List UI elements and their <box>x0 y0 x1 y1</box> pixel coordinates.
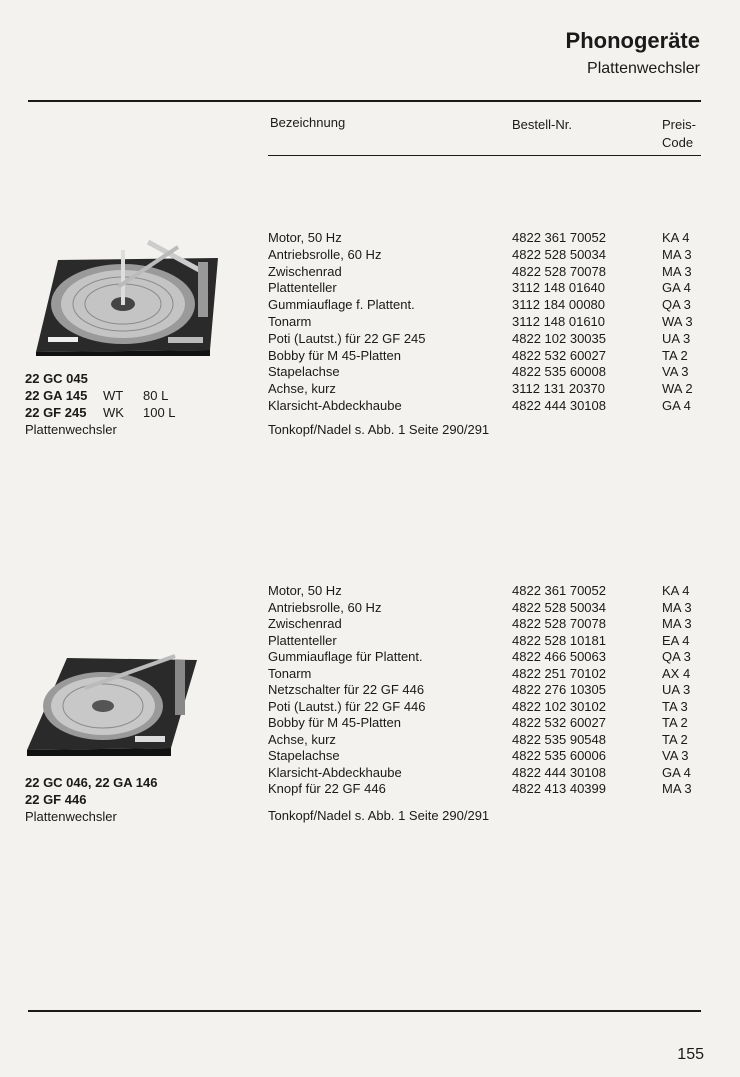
col-header-code: Code <box>662 135 694 150</box>
part-description: Stapelachse <box>268 748 340 763</box>
price-code: MA 3 <box>662 263 692 279</box>
model-row <box>25 370 176 387</box>
model-number: 22 GA 145 <box>25 388 88 403</box>
price-code: VA 3 <box>662 364 689 380</box>
price-code: QA 3 <box>662 649 691 664</box>
order-number: 4822 528 70078 <box>512 263 606 279</box>
order-number: 4822 102 30102 <box>512 698 606 714</box>
price-code: GA 4 <box>662 398 691 413</box>
order-number: 4822 444 30108 <box>512 398 606 413</box>
price-code: TA 3 <box>662 698 688 714</box>
price-code: MA 3 <box>662 246 692 262</box>
price-code: QA 3 <box>662 297 691 313</box>
order-number: 4822 528 10181 <box>512 632 606 648</box>
order-number: 4822 466 50063 <box>512 649 606 664</box>
top-rule <box>28 100 701 102</box>
part-description: Bobby für M 45-Platten <box>268 715 401 730</box>
order-number: 3112 184 00080 <box>512 297 606 313</box>
model-list-1 <box>25 370 176 438</box>
order-number: 4822 361 70052 <box>512 230 606 245</box>
part-description: Antriebsrolle, 60 Hz <box>268 599 382 615</box>
col-header-preis: Preis- <box>662 117 696 132</box>
price-code: WA 2 <box>662 381 693 397</box>
model-row: 22 GA 145 WT 80 L <box>25 388 169 403</box>
part-description: Zwischenrad <box>268 616 342 631</box>
model-caption: Plattenwechsler <box>25 422 117 437</box>
order-number: 4822 444 30108 <box>512 764 606 780</box>
order-number: 4822 413 40399 <box>512 781 606 796</box>
part-description: Knopf für 22 GF 446 <box>268 781 386 796</box>
price-code: GA 4 <box>662 764 691 780</box>
part-description: Antriebsrolle, 60 Hz <box>268 246 382 262</box>
model-list-2 <box>25 774 158 825</box>
note-1: Tonkopf/Nadel s. Abb. 1 Seite 290/291 <box>268 422 490 437</box>
order-number: 4822 102 30035 <box>512 330 606 346</box>
price-code: TA 2 <box>662 715 688 730</box>
price-code: VA 3 <box>662 748 689 763</box>
model-number: 22 GC 045 <box>25 371 88 386</box>
price-code: WA 3 <box>662 314 693 329</box>
col-header-bestell-nr: Bestell-Nr. <box>512 117 572 132</box>
price-code: TA 2 <box>662 731 688 747</box>
part-description: Tonarm <box>268 314 312 329</box>
part-description: Bobby für M 45-Platten <box>268 347 401 363</box>
price-code: MA 3 <box>662 616 692 631</box>
order-number: 4822 251 70102 <box>512 665 606 681</box>
order-number: 4822 528 70078 <box>512 616 606 631</box>
order-number: 3112 148 01610 <box>512 314 606 329</box>
price-code: KA 4 <box>662 583 690 598</box>
note-2: Tonkopf/Nadel s. Abb. 1 Seite 290/291 <box>268 808 490 823</box>
price-code: UA 3 <box>662 682 691 697</box>
header-rule <box>268 155 701 156</box>
price-code: MA 3 <box>662 599 692 615</box>
part-description: Achse, kurz <box>268 731 336 747</box>
part-description: Motor, 50 Hz <box>268 583 342 598</box>
order-number: 4822 276 10305 <box>512 682 606 697</box>
model-caption: Plattenwechsler <box>25 809 117 824</box>
model-row: 22 GF 245 WK 100 L <box>25 405 176 420</box>
bottom-rule <box>28 1010 701 1012</box>
model-number: 22 GC 046, 22 GA 146 <box>25 775 158 790</box>
part-description: Klarsicht-Abdeckhaube <box>268 764 402 780</box>
part-description: Stapelachse <box>268 364 340 380</box>
order-number: 4822 361 70052 <box>512 583 606 598</box>
record-changer-image-2 <box>25 648 200 758</box>
part-description: Poti (Lautst.) für 22 GF 245 <box>268 330 426 346</box>
col-header-bezeichnung: Bezeichnung <box>270 115 346 130</box>
order-number: 3112 131 20370 <box>512 381 606 397</box>
order-number: 3112 148 01640 <box>512 280 606 296</box>
price-code: MA 3 <box>662 781 692 796</box>
part-description: Tonarm <box>268 665 312 681</box>
price-code: KA 4 <box>662 230 690 245</box>
order-number: 4822 528 50034 <box>512 599 606 615</box>
price-code: EA 4 <box>662 632 690 648</box>
part-description: Gummiauflage f. Plattent. <box>268 297 415 313</box>
part-description: Plattenteller <box>268 632 337 648</box>
page-number: 155 <box>677 1046 704 1063</box>
price-code: TA 2 <box>662 347 688 363</box>
price-code: AX 4 <box>662 665 691 681</box>
page-subtitle: Plattenwechsler <box>587 60 700 77</box>
price-code: UA 3 <box>662 330 691 346</box>
record-changer-image-1 <box>28 232 228 357</box>
order-number: 4822 528 50034 <box>512 246 606 262</box>
part-description: Gummiauflage für Plattent. <box>268 649 423 664</box>
order-number: 4822 532 60027 <box>512 715 606 730</box>
model-number: 22 GF 446 <box>25 792 87 807</box>
page-title: Phonogeräte <box>565 28 700 53</box>
part-description: Netzschalter für 22 GF 446 <box>268 682 425 697</box>
part-description: Klarsicht-Abdeckhaube <box>268 398 402 413</box>
order-number: 4822 535 90548 <box>512 731 606 747</box>
part-description: Achse, kurz <box>268 381 336 397</box>
part-description: Zwischenrad <box>268 263 342 279</box>
part-description: Plattenteller <box>268 280 337 296</box>
price-code: GA 4 <box>662 280 691 296</box>
part-description: Motor, 50 Hz <box>268 230 342 245</box>
order-number: 4822 535 60006 <box>512 748 606 763</box>
part-description: Poti (Lautst.) für 22 GF 446 <box>268 698 426 714</box>
model-number: 22 GF 245 <box>25 405 87 420</box>
order-number: 4822 532 60027 <box>512 347 606 363</box>
order-number: 4822 535 60008 <box>512 364 606 380</box>
